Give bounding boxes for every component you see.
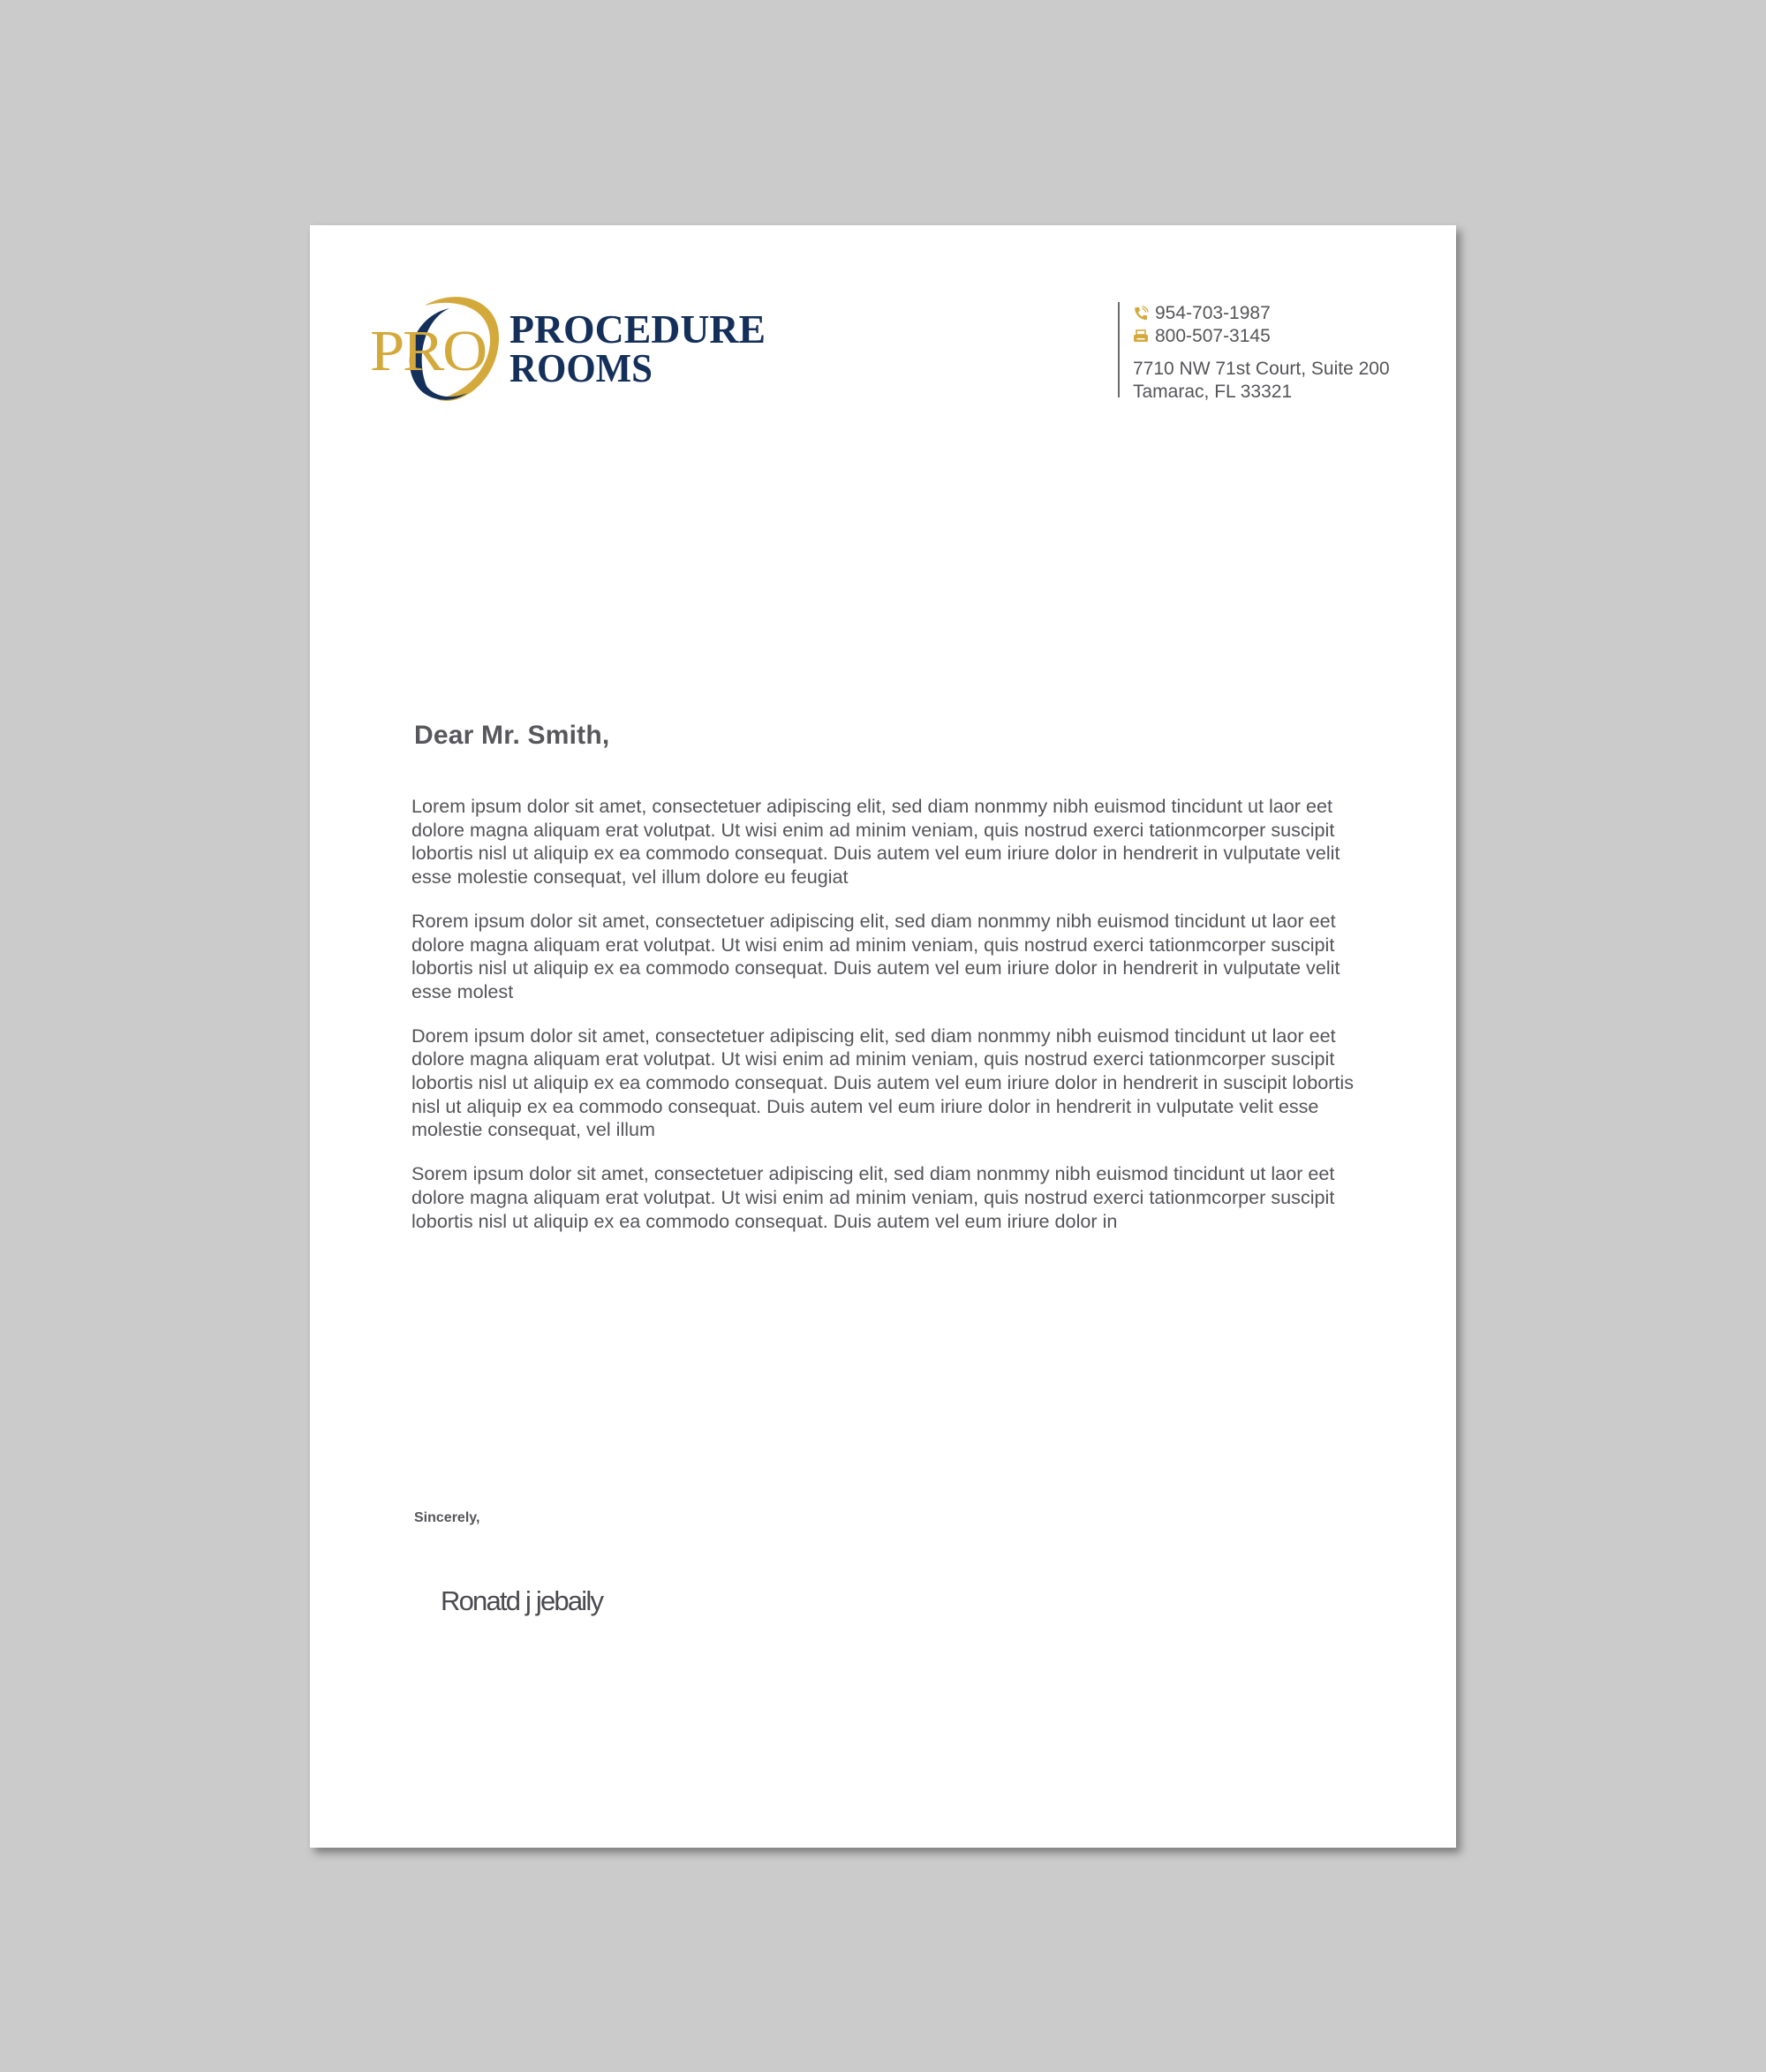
logo-graphic [370,289,776,409]
logo-line-procedure: PROCEDURE [509,306,766,352]
fax-number: 800-507-3145 [1155,326,1271,346]
contact-block [1118,302,1390,402]
address [1133,358,1390,404]
fax-line [1133,325,1390,348]
phone-icon [1133,306,1149,321]
fax-icon [1133,329,1149,344]
closing: Sincerely, [414,1510,480,1525]
paragraph-1: Lorem ipsum dolor sit amet, consectetuer adipiscing elit, sed diam nonmmy nibh euismod tincidunt ut laor eet dolore magna aliquam erat volutpat. Ut wisi enim ad minim veniam, quis nostrud exerci tationmcorper suscipit lobortis nisl ut aliquip ex ea commodo consequat. Duis autem vel eum iriure dolor in hendrerit in vulputate velit esse molestie consequat, vel illum dolore eu feugiat [411,795,1340,889]
paragraph-2: Rorem ipsum dolor sit amet, consectetuer adipiscing elit, sed diam nonmmy nibh euismod tincidunt ut laor eet dolore magna aliquam erat volutpat. Ut wisi enim ad minim veniam, quis nostrud exerci tationmcorper suscipit lobortis nisl ut aliquip ex ea commodo consequat. Duis autem vel eum iriure dolor in hendrerit in vulputate velit esse molest [411,909,1340,1002]
paragraph-3: Dorem ipsum dolor sit amet, consectetuer adipiscing elit, sed diam nonmmy nibh euismod tincidunt ut laor eet dolore magna aliquam erat volutpat. Ut wisi enim ad minim veniam, quis nostrud exerci tationmcorper suscipit lobortis nisl ut aliquip ex ea commodo consequat. Duis autem vel eum iriure dolor in hendrerit in suscipit lobortis nisl ut aliquip ex ea commodo consequat. Duis autem vel eum iriure dolor in hendrerit in vulputate velit esse molestie consequat, vel illum [411,1024,1355,1141]
letter-body [411,795,1356,1253]
phone-number: 954-703-1987 [1155,303,1271,323]
address-line-1: 7710 NW 71st Court, Suite 200 [1133,359,1390,379]
logo-line-rooms: ROOMS [509,345,653,390]
paragraph-4: Sorem ipsum dolor sit amet, consectetuer adipiscing elit, sed diam nonmmy nibh euismod tincidunt ut laor eet dolore magna aliquam erat volutpat. Ut wisi enim ad minim veniam, quis nostrud exerci tationmcorper suscipit lobortis nisl ut aliquip ex ea commodo consequat. Duis autem vel eum iriure dolor in [411,1162,1335,1232]
phone-line [1133,302,1390,325]
letterhead-page [310,225,1456,1848]
logo-mark-text: PRO [370,319,486,383]
company-logo [370,289,776,409]
signature: Ronatd j jebaily [441,1585,603,1616]
greeting: Dear Mr. Smith, [414,721,610,750]
address-line-2: Tamarac, FL 33321 [1133,382,1293,402]
